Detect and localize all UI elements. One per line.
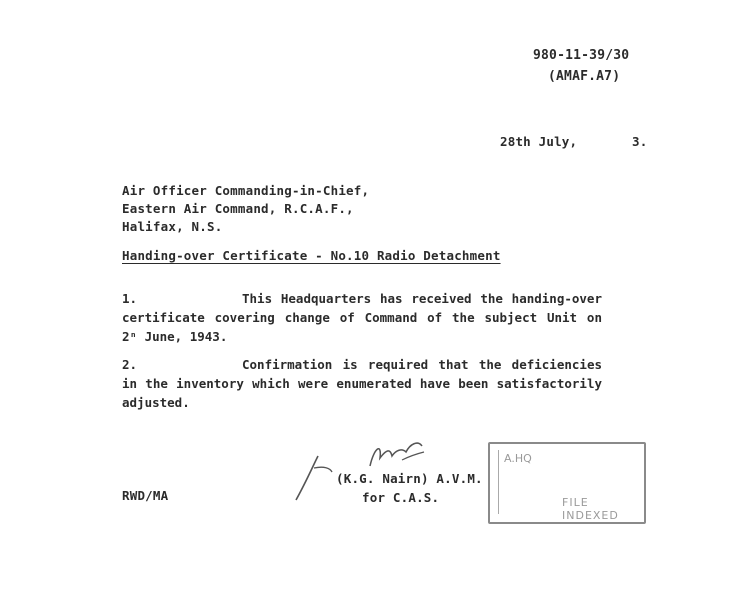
paragraph-2-text: Confirmation is required that the deficiencies in the inventory which were enumerated have been satisfactorily adjusted. — [122, 357, 602, 410]
file-reference-sub: (AMAF.A7) — [548, 69, 621, 84]
signatory-name: (K.G. Nairn) A.V.M. — [336, 471, 483, 486]
reference-initials: RWD/MA — [122, 488, 169, 503]
addressee-line-3: Halifax, N.S. — [122, 219, 223, 234]
paragraph-2-number: 2. — [122, 357, 138, 372]
addressee-line-1: Air Officer Commanding-in-Chief, — [122, 183, 370, 198]
paragraph-1-text: This Headquarters has received the handing-over certificate covering change of Command of the subject Unit on 2ⁿ June, 1943. — [122, 291, 602, 344]
signatory-for: for C.A.S. — [362, 490, 440, 505]
letter-year: 3. — [632, 134, 648, 149]
file-reference: 980-11-39/30 — [533, 48, 630, 63]
letter-date: 28th July, — [500, 134, 578, 149]
file-stamp — [488, 442, 646, 524]
stamp-line-2: FILE INDEXED — [562, 496, 619, 522]
subject-line: Handing-over Certificate - No.10 Radio Detachment — [122, 248, 501, 263]
stamp-line-1: A.HQ — [504, 452, 532, 465]
paragraph-1-number: 1. — [122, 291, 138, 306]
addressee-line-2: Eastern Air Command, R.C.A.F., — [122, 201, 354, 216]
